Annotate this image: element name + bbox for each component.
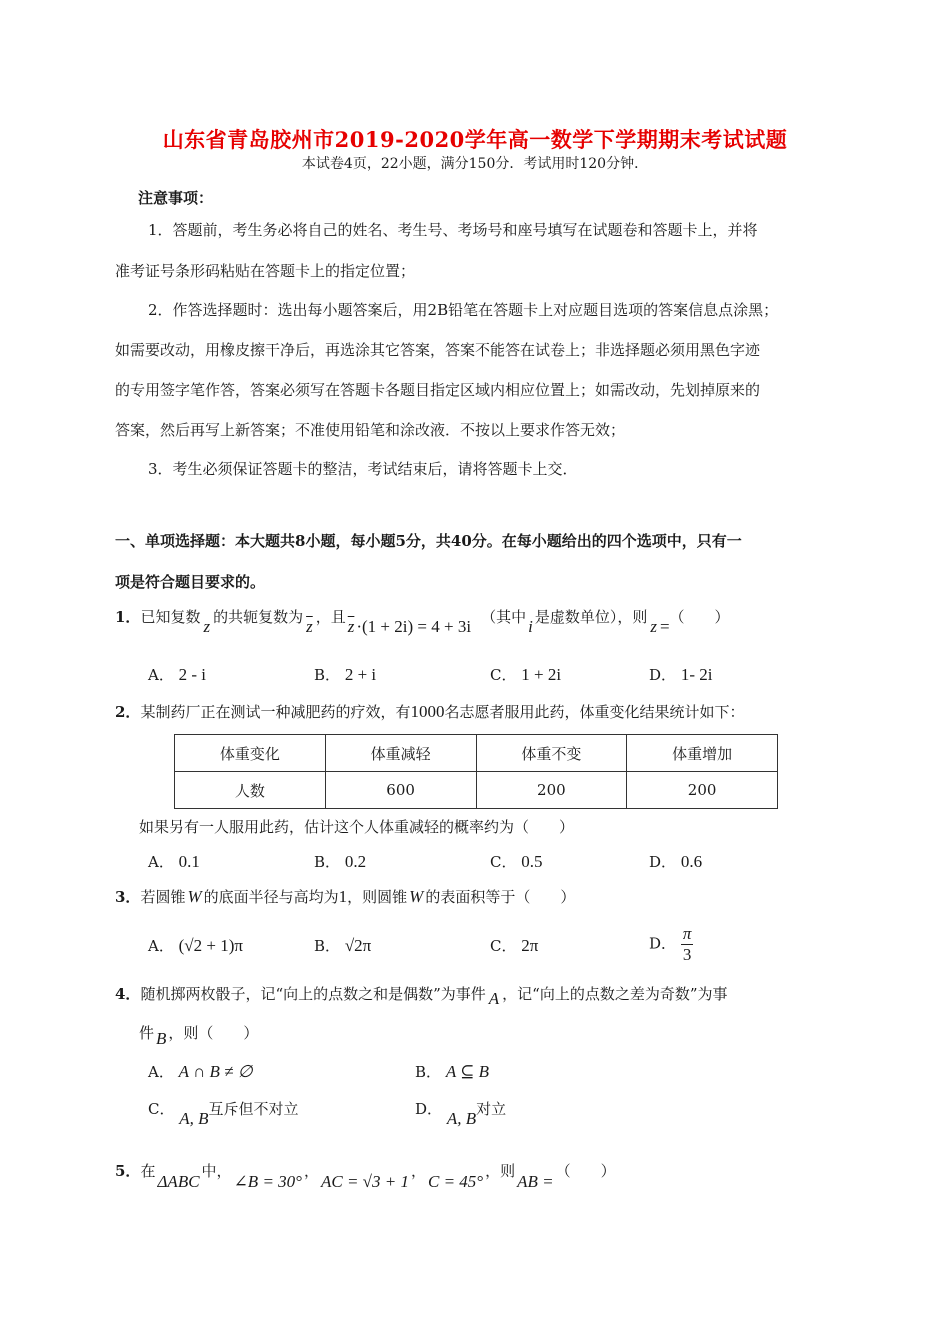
- table-header-cell: 体重减轻: [325, 735, 476, 772]
- option-value: 0.1: [178, 852, 200, 871]
- question-text: ，记“向上的点数之差为奇数”为事: [502, 985, 728, 1003]
- notice-paragraph-3: 3．考生必须保证答题卡的整洁，考试结束后，请将答题卡上交．: [148, 460, 578, 478]
- notice-paragraph-2: 2．作答选择题时：选出每小题答案后，用2B铅笔在答题卡上对应题目选项的答案信息点涂黑；: [148, 301, 779, 319]
- question-text: 是虚数单位），则: [534, 608, 648, 626]
- var-a: A: [488, 989, 500, 1008]
- option-d: [649, 924, 693, 965]
- question-text: 的底面半径与高均为: [203, 888, 339, 906]
- notice-paragraph-1-cont: 准考证号条形码粘贴在答题卡上的指定位置；: [115, 262, 416, 280]
- option-value: A, B: [179, 1109, 209, 1128]
- question-number: 4．: [115, 985, 141, 1003]
- equation: ·(1 + 2i) = 4 + 3i: [356, 617, 472, 636]
- question-text: 若圆锥: [140, 888, 186, 906]
- question-1: [115, 606, 730, 636]
- table-header-cell: 体重增加: [627, 735, 778, 772]
- option-value: 1- 2i: [680, 665, 713, 684]
- section-heading-cont: 项是符合题目要求的。: [115, 573, 266, 591]
- var-i: i: [528, 617, 533, 636]
- option-value: 0.6: [680, 852, 703, 871]
- table-header-row: [175, 735, 778, 772]
- var-w: W: [187, 887, 202, 906]
- option-c: [490, 664, 561, 685]
- option-b: [314, 664, 376, 685]
- question-4-cont: [139, 1022, 259, 1048]
- question-number: 5．: [115, 1162, 141, 1180]
- option-c: [148, 1098, 299, 1128]
- question-3: [115, 886, 575, 907]
- option-label: B．: [314, 853, 341, 871]
- option-label: B．: [314, 666, 341, 684]
- fraction-numerator: π: [682, 924, 692, 943]
- side-ab: AB =: [517, 1172, 554, 1191]
- option-label: C．: [490, 937, 517, 955]
- option-value: 1 + 2i: [521, 665, 562, 684]
- table-cell: 600: [325, 772, 476, 809]
- option-d: [649, 851, 702, 872]
- option-c: [490, 935, 538, 956]
- question-text: 在: [140, 1162, 156, 1180]
- question-4: [115, 983, 728, 1008]
- angle-c: C = 45°: [428, 1172, 484, 1191]
- question-text: ，且: [315, 608, 346, 626]
- var-z: z: [203, 617, 211, 636]
- question-number: 2．: [115, 703, 141, 721]
- var-z: z: [650, 617, 657, 636]
- answer-blank: （ ）: [555, 1162, 616, 1180]
- var-zbar: $\overline{z}$: [347, 617, 355, 636]
- question-text: 随机掷两枚骰子，记“向上的点数之和是偶数”为事件: [140, 985, 486, 1003]
- angle-b: ∠B = 30°: [233, 1172, 302, 1191]
- exam-info: 本试卷4页，22小题，满分150分．考试用时120分钟．: [301, 156, 649, 172]
- option-label: D．: [415, 1100, 443, 1118]
- option-value: 2π: [521, 936, 539, 955]
- option-value: √2π: [344, 936, 372, 955]
- option-value: 2 + i: [344, 665, 377, 684]
- option-a: [148, 664, 206, 685]
- option-d: [415, 1098, 507, 1128]
- option-label: A．: [148, 937, 174, 955]
- table-cell: 200: [627, 772, 778, 809]
- question-text: 名志愿者服用此药，体重变化结果统计如下：: [444, 703, 745, 721]
- question-text: ，则: [485, 1162, 516, 1180]
- question-2-prompt: 如果另有一人服用此药，估计这个人体重减轻的概率约为（ ）: [139, 818, 575, 836]
- notice-paragraph-2-cont: 答案，然后再写上新答案；不准使用铅笔和涂改液．不按以上要求作答无效；: [115, 421, 626, 439]
- option-b: [415, 1061, 489, 1082]
- fraction-denominator: 3: [682, 945, 692, 964]
- equals-sign: =: [659, 617, 670, 636]
- var-b: B: [156, 1029, 167, 1048]
- option-a: [148, 935, 243, 956]
- option-value: A ∩ B ≠ ∅: [178, 1062, 253, 1081]
- question-text: 已知复数: [140, 608, 201, 626]
- question-2: [115, 701, 744, 722]
- var-w: W: [409, 887, 424, 906]
- option-label: D．: [649, 853, 677, 871]
- option-value: 0.5: [521, 852, 543, 871]
- option-label: C．: [490, 666, 517, 684]
- answer-blank: （ ）: [669, 608, 730, 626]
- notice-paragraph-2-cont: 的专用签字笔作答，答案必须写在答题卡各题目指定区域内相应位置上；如需改动，先划掉原来的: [115, 381, 761, 399]
- option-b: [314, 851, 366, 872]
- question-text: （其中: [481, 608, 527, 626]
- option-value: A ⊆ B: [445, 1062, 490, 1081]
- option-text: 互斥但不对立: [208, 1100, 299, 1118]
- table-cell: 200: [476, 772, 627, 809]
- question-text: 中，: [201, 1162, 232, 1180]
- notice-paragraph-1: 1．答题前，考生务必将自己的姓名、考生号、考场号和座号填写在试题卷和答题卡上，并将: [148, 221, 758, 239]
- option-label: B．: [415, 1063, 442, 1081]
- option-label: A．: [148, 1063, 174, 1081]
- option-label: C．: [148, 1100, 175, 1118]
- table-cell: 人数: [175, 772, 326, 809]
- question-text: ，则圆锥: [347, 888, 408, 906]
- option-value: A, B: [446, 1109, 477, 1128]
- option-value: 0.2: [344, 852, 367, 871]
- option-label: B．: [314, 937, 341, 955]
- section-heading: 一、单项选择题：本大题共8小题，每小题5分，共40分。在每小题给出的四个选项中，只有一: [115, 532, 742, 550]
- option-value: 2 - i: [178, 665, 207, 684]
- option-a: [148, 1061, 253, 1082]
- question-text: ，则（ ）: [168, 1024, 259, 1042]
- question-number: 1．: [115, 608, 141, 626]
- separator: ，: [410, 1162, 426, 1180]
- fraction: [681, 924, 694, 965]
- option-b: [314, 935, 371, 956]
- option-label: A．: [148, 666, 174, 684]
- side-ac: AC = √3 + 1: [320, 1172, 409, 1191]
- question-text: 件: [139, 1024, 155, 1042]
- option-c: [490, 851, 543, 872]
- notice-paragraph-2-cont: 如需要改动，用橡皮擦干净后，再选涂其它答案，答案不能答在试卷上；非选择题必须用黑色字迹: [115, 341, 761, 359]
- question-text: 的表面积等于（ ）: [425, 888, 576, 906]
- option-d: [649, 664, 712, 685]
- table-row: [175, 772, 778, 809]
- question-text: 的共轭复数为: [213, 608, 304, 626]
- question-5: [115, 1160, 616, 1191]
- option-a: [148, 851, 200, 872]
- volunteer-count: 1000: [410, 702, 445, 721]
- question-number: 3．: [115, 888, 141, 906]
- stats-table: [174, 734, 778, 809]
- table-header-cell: 体重不变: [476, 735, 627, 772]
- option-label: D．: [649, 666, 677, 684]
- page-title: 山东省青岛胶州市2019-2020学年高一数学下学期期末考试试题: [162, 127, 788, 152]
- option-label: A．: [148, 853, 174, 871]
- option-value: (√2 + 1)π: [178, 936, 243, 955]
- var-zbar: $\overline{z}$: [306, 617, 313, 636]
- separator: ，: [303, 1162, 319, 1180]
- table-header-cell: 体重变化: [175, 735, 326, 772]
- notice-heading: 注意事项：: [138, 189, 214, 207]
- option-label: D．: [649, 934, 677, 953]
- value-one: 1: [338, 887, 348, 906]
- option-label: C．: [490, 853, 517, 871]
- question-text: 某制药厂正在测试一种减肥药的疗效，有: [140, 703, 411, 721]
- triangle-abc: ΔABC: [157, 1172, 200, 1191]
- option-text: 对立: [476, 1100, 507, 1118]
